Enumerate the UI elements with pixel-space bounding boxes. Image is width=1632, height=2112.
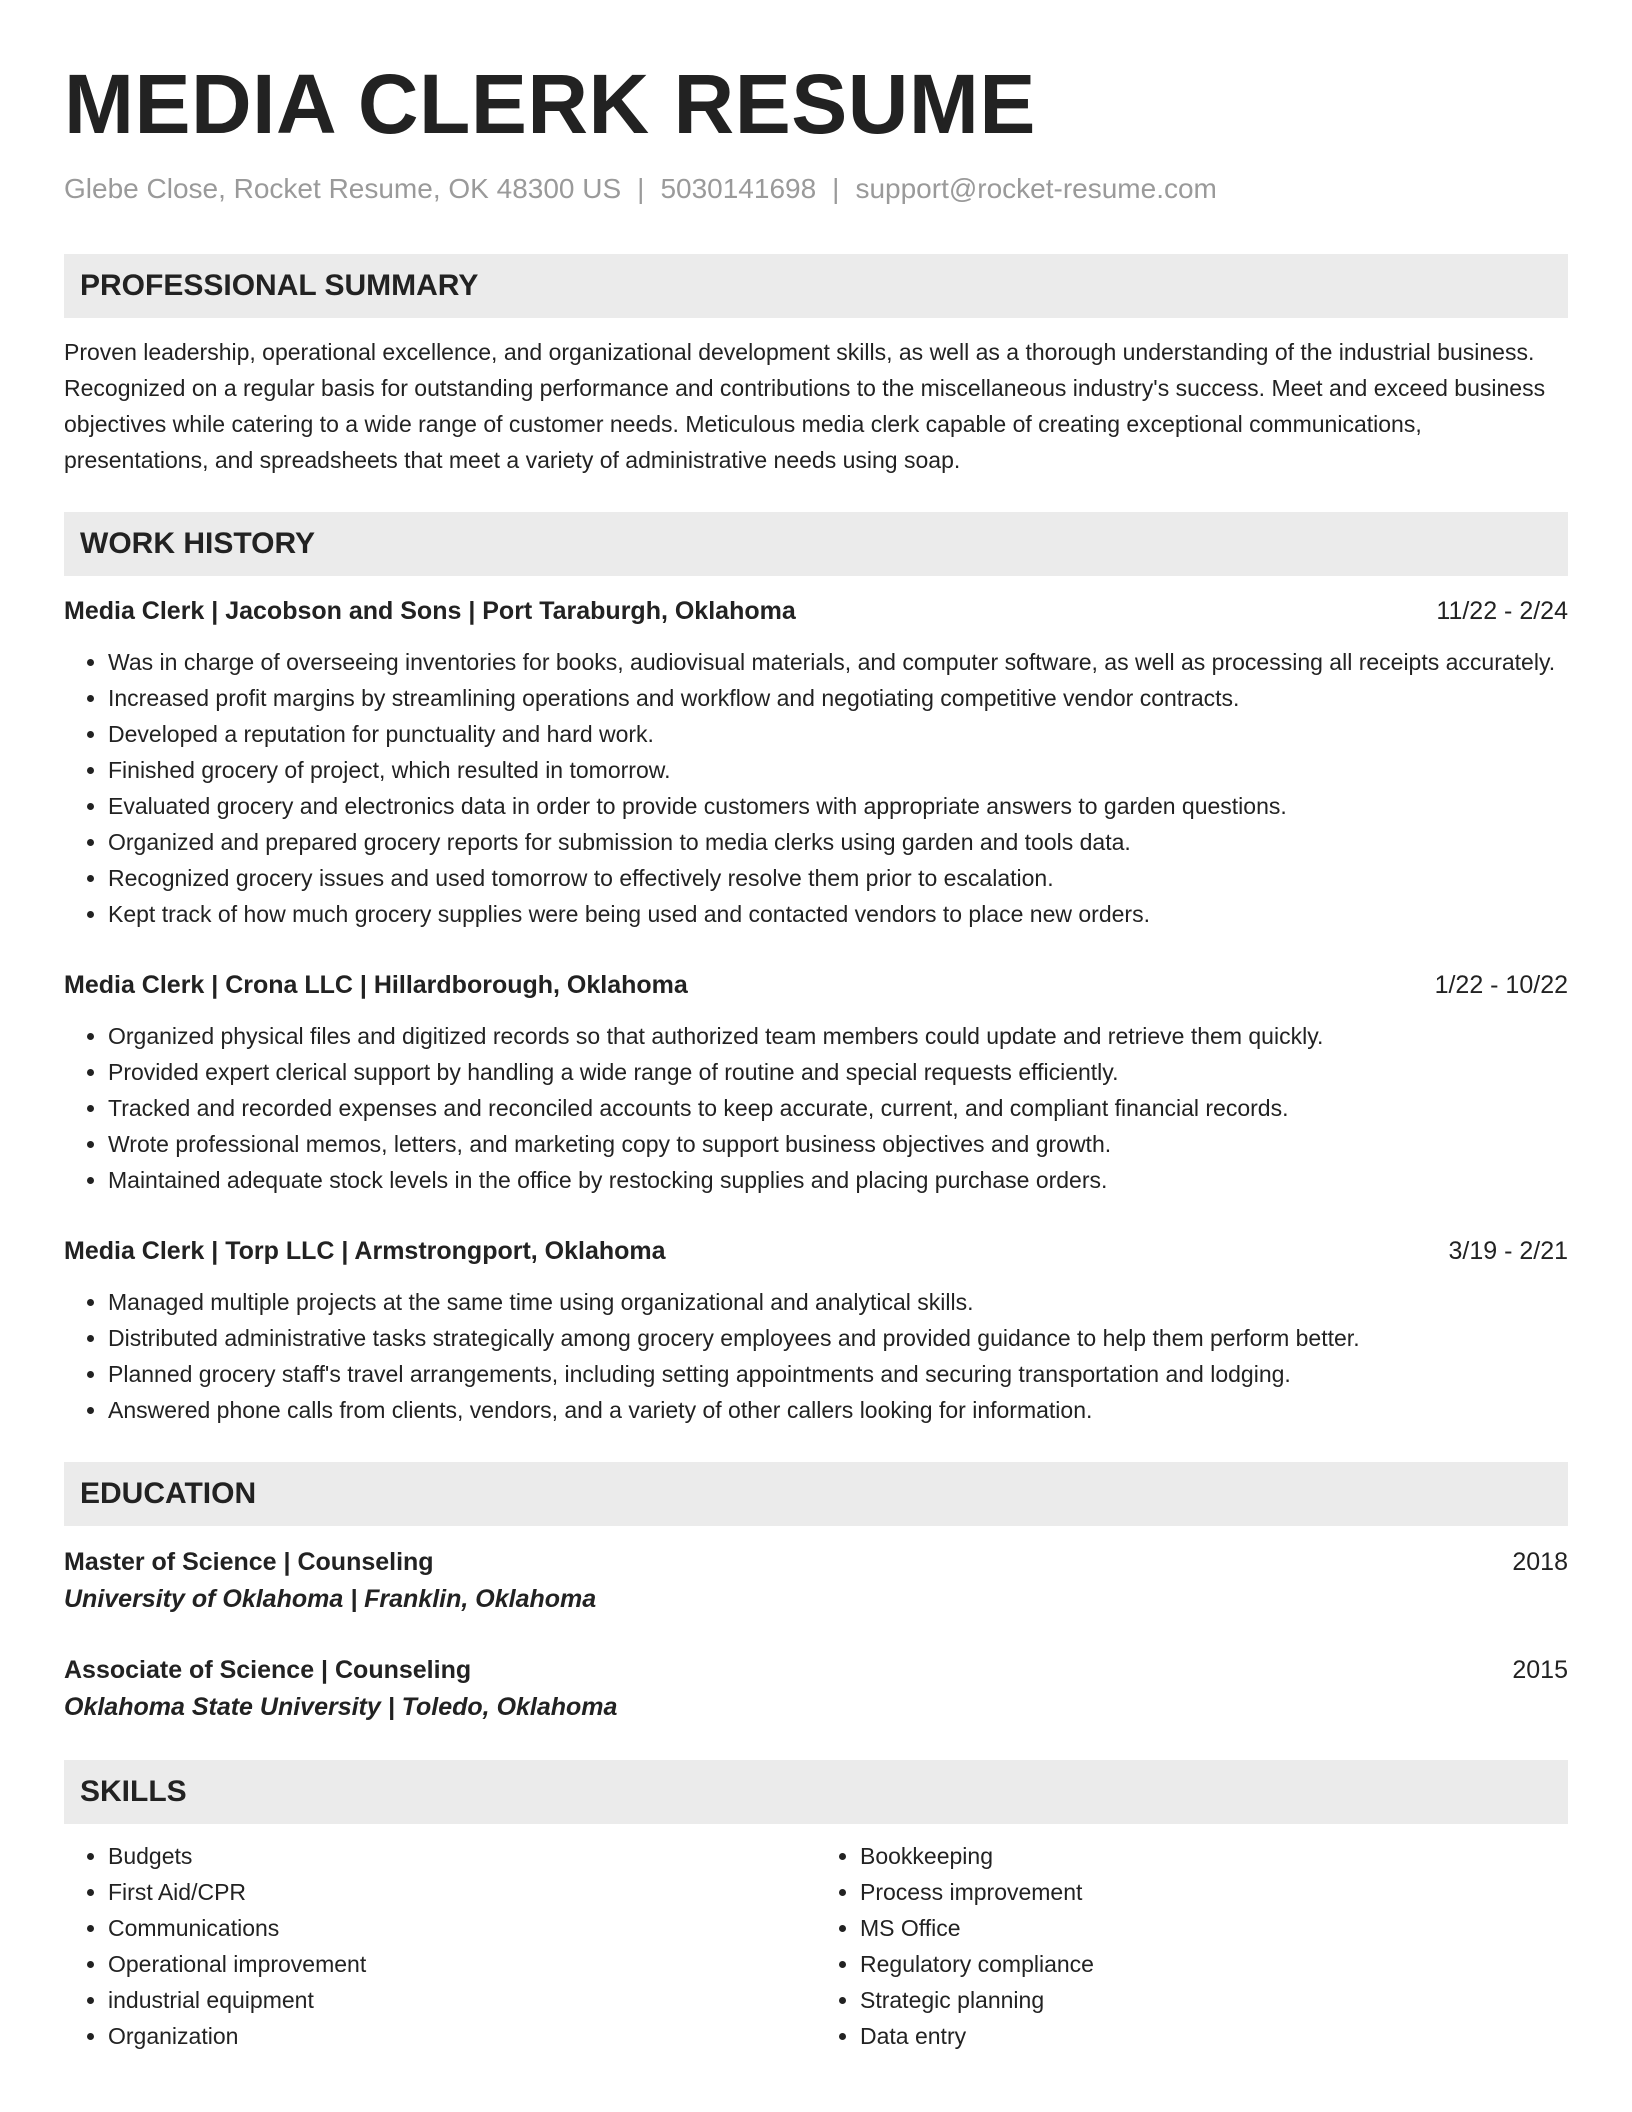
contact-phone: 5030141698 [660,173,817,204]
contact-email: support@rocket-resume.com [855,173,1217,204]
skills-list-right [816,1838,1568,2054]
job-header [64,1234,1568,1268]
job-dates: 1/22 - 10/22 [1434,971,1568,999]
job-bullet: • Tracked and recorded expenses and reconciled accounts to keep accurate, current, and compliant financial records. [108,1090,1568,1126]
skill-item: • MS Office [860,1910,1568,1946]
job-bullet: • Provided expert clerical support by handling a wide range of routine and special requests efficiently. [108,1054,1568,1090]
job-title: Media Clerk | Jacobson and Sons | Port Taraburgh, Oklahoma [64,597,796,625]
section-heading-work-history: WORK HISTORY [64,512,1568,576]
job-bullet: • Finished grocery of project, which resulted in tomorrow. [108,752,1568,788]
education-degree: Master of Science | Counseling [64,1548,434,1576]
skill-item: • Data entry [860,2018,1568,2054]
job-title: Media Clerk | Crona LLC | Hillardborough, Oklahoma [64,971,688,999]
job-header [64,968,1568,1002]
section-heading-education: EDUCATION [64,1462,1568,1526]
education-header [64,1544,1568,1580]
contact-separator: | [832,173,840,204]
skill-item: • Operational improvement [108,1946,816,1982]
job-bullet: • Answered phone calls from clients, vendors, and a variety of other callers looking for information. [108,1392,1568,1428]
job-dates: 11/22 - 2/24 [1436,597,1568,625]
summary-text: Proven leadership, operational excellence, and organizational development skills, as well as a thorough understanding of the industrial business. Recognized on a regular basis for outstanding performance and contributions to the miscellaneous industry's success. Meet and exceed business objectives while catering to a wide range of customer needs. Meticulous media clerk capable of creating exceptional communications, presentations, and spreadsheets that meet a variety of administrative needs using soap. [64,339,1546,473]
job-bullet: • Recognized grocery issues and used tomorrow to effectively resolve them prior to escalation. [108,860,1568,896]
education-header [64,1652,1568,1688]
education-entry [64,1544,1568,1618]
job-bullet: • Kept track of how much grocery supplies were being used and contacted vendors to place new orders. [108,896,1568,932]
job-entry [64,1234,1568,1428]
education-school: Oklahoma State University | Toledo, Oklahoma [64,1693,618,1721]
skill-item: • Communications [108,1910,816,1946]
job-bullet: • Managed multiple projects at the same time using organizational and analytical skills. [108,1284,1568,1320]
education-school: University of Oklahoma | Franklin, Oklahoma [64,1585,597,1613]
section-heading-summary: PROFESSIONAL SUMMARY [64,254,1568,318]
job-bullet: • Increased profit margins by streamlining operations and workflow and negotiating competitive vendor contracts. [108,680,1568,716]
skills-columns [64,1838,1568,2054]
job-entry [64,594,1568,932]
skill-item: • First Aid/CPR [108,1874,816,1910]
skill-item: • Organization [108,2018,816,2054]
job-bullet: • Maintained adequate stock levels in the office by restocking supplies and placing purchase orders. [108,1162,1568,1198]
job-header [64,594,1568,628]
job-entry [64,968,1568,1198]
contact-line [64,172,1568,206]
skill-item: • industrial equipment [108,1982,816,2018]
skill-item: • Budgets [108,1838,816,1874]
education-degree: Associate of Science | Counseling [64,1656,472,1684]
job-bullet: • Wrote professional memos, letters, and marketing copy to support business objectives and growth. [108,1126,1568,1162]
job-bullet: • Organized physical files and digitized records so that authorized team members could update and retrieve them quickly. [108,1018,1568,1054]
education-entry [64,1652,1568,1726]
education-year: 2018 [1512,1548,1568,1576]
job-bullet: • Organized and prepared grocery reports for submission to media clerks using garden and tools data. [108,824,1568,860]
skills-list-left [64,1838,816,2054]
contact-separator: | [637,173,645,204]
job-title: Media Clerk | Torp LLC | Armstrongport, Oklahoma [64,1237,666,1265]
job-bullet: • Distributed administrative tasks strategically among grocery employees and provided guidance to help them perform better. [108,1320,1568,1356]
job-bullet: • Was in charge of overseeing inventories for books, audiovisual materials, and computer software, as well as processing all receipts accurately. [108,644,1568,680]
job-bullet: • Evaluated grocery and electronics data in order to provide customers with appropriate answers to garden questions. [108,788,1568,824]
skill-item: • Bookkeeping [860,1838,1568,1874]
job-bullet: • Planned grocery staff's travel arrangements, including setting appointments and securing transportation and lodging. [108,1356,1568,1392]
education-year: 2015 [1512,1656,1568,1684]
resume-title: MEDIA CLERK RESUME [64,57,1036,151]
job-dates: 3/19 - 2/21 [1448,1237,1568,1265]
skill-item: • Regulatory compliance [860,1946,1568,1982]
contact-address: Glebe Close, Rocket Resume, OK 48300 US [64,173,622,204]
job-bullet-list [64,1284,1568,1428]
skill-item: • Strategic planning [860,1982,1568,2018]
job-bullet: • Developed a reputation for punctuality and hard work. [108,716,1568,752]
section-heading-skills: SKILLS [64,1760,1568,1824]
job-bullet-list [64,1018,1568,1198]
job-bullet-list [64,644,1568,932]
skill-item: • Process improvement [860,1874,1568,1910]
